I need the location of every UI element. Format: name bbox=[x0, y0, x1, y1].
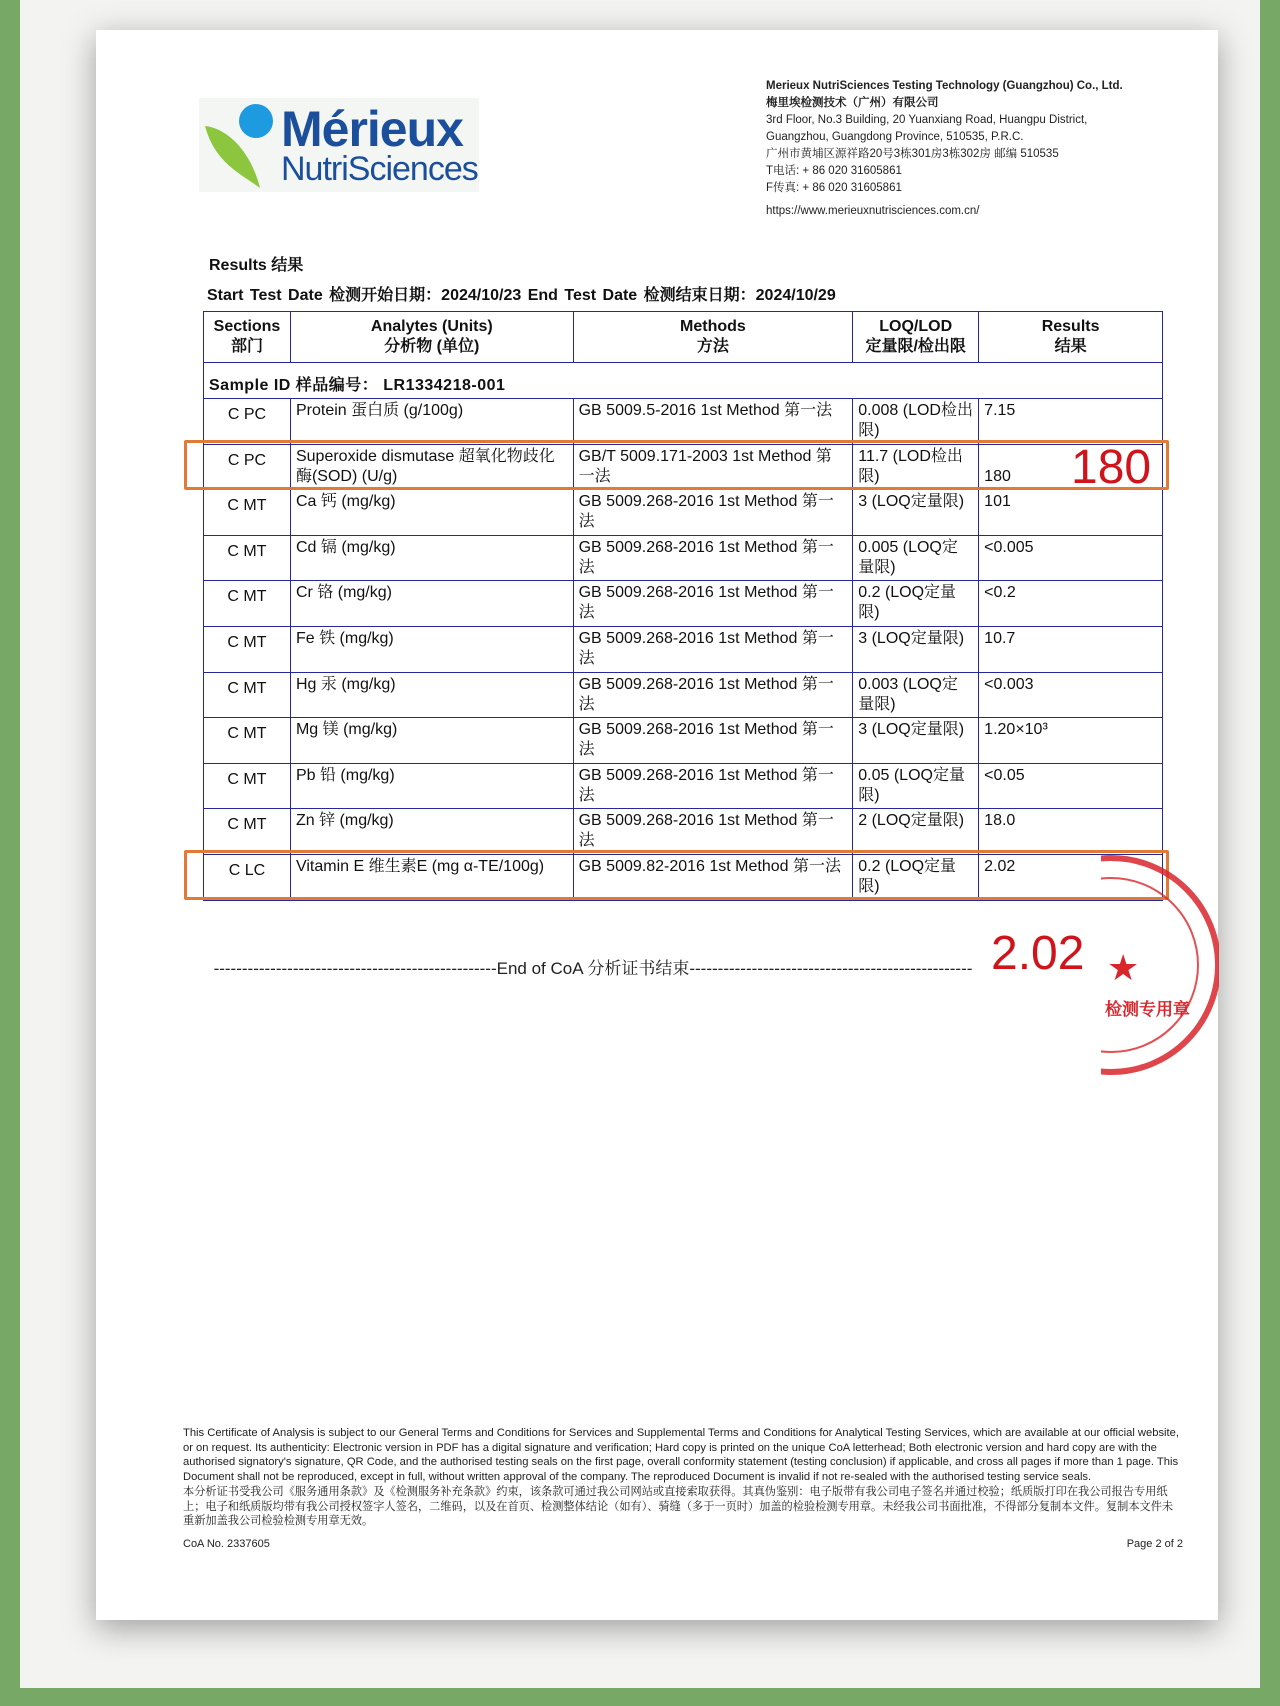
section-cell: C MT bbox=[204, 809, 291, 855]
annotation-2-02: 2.02 bbox=[991, 927, 1085, 980]
test-dates: Start Test Date 检测开始日期：2024/10/23 End Test Date 检测结束日期：2024/10/29 bbox=[207, 287, 836, 304]
method-cell: GB 5009.82-2016 1st Method 第一法 bbox=[573, 854, 853, 900]
annotation-180: 180 bbox=[1071, 441, 1152, 494]
header-en: Analytes (Units) bbox=[370, 318, 493, 335]
method-cell: GB 5009.268-2016 1st Method 第一法 bbox=[573, 809, 853, 855]
table-row bbox=[204, 581, 1163, 627]
result-cell: 18.0 bbox=[979, 809, 1163, 855]
address-cn: 广州市黄埔区源祥路20号3栋301房3栋302房 邮编 510535 bbox=[766, 148, 1059, 160]
tel: T电话: + 86 020 31605861 bbox=[766, 165, 902, 177]
table-row bbox=[204, 399, 1163, 445]
analyte-cell: Cd 镉 (mg/kg) bbox=[290, 535, 573, 581]
analyte-cell: Protein 蛋白质 (g/100g) bbox=[290, 399, 573, 445]
section-cell: C MT bbox=[204, 626, 291, 672]
analyte-cell: Hg 汞 (mg/kg) bbox=[290, 672, 573, 718]
highlight-box-sod bbox=[184, 440, 1169, 494]
loq-lod-cell: 0.003 (LOQ定量限) bbox=[853, 672, 979, 718]
header-cn: 结果 bbox=[1054, 338, 1087, 355]
coa-number: CoA No. 2337605 bbox=[183, 1537, 270, 1550]
section-cell: C MT bbox=[204, 535, 291, 581]
stamp-text: 检测专用章 bbox=[1105, 1000, 1190, 1019]
logo-dot-icon bbox=[239, 104, 273, 138]
company-address bbox=[766, 78, 1186, 220]
loq-lod-cell: 0.2 (LOQ定量限) bbox=[853, 581, 979, 627]
method-cell: GB 5009.268-2016 1st Method 第一法 bbox=[573, 581, 853, 627]
merieux-logo bbox=[199, 98, 479, 192]
method-cell: GB 5009.268-2016 1st Method 第一法 bbox=[573, 718, 853, 764]
terms-en: This Certificate of Analysis is subject to our General Terms and Conditions for Services and Supplemental Terms and Conditions for Analytical Testing Services, which are available at our official website, or on request. Its authenticity: Electronic version in PDF has a digital signature and verification; Hard copy is printed on the unique CoA letterhead; Both electronic version and hard copy are with the authorised signatory's signature, QR Code, and the authorised testing seals on the first page, overall conformity statement (testing conclusion) if applicable, and cross all pages if more than 1 page. This Document shall not be reproduced, except in full, without written approval of the company. The reproduced Document is invalid if not re-sealed with the authorised testing service seals. bbox=[183, 1427, 1179, 1484]
analyte-cell: Vitamin E 维生素E (mg α-TE/100g) bbox=[290, 854, 573, 900]
section-cell: C MT bbox=[204, 763, 291, 809]
header-cn: 方法 bbox=[696, 338, 729, 355]
method-cell: GB 5009.268-2016 1st Method 第一法 bbox=[573, 490, 853, 536]
loq-lod-cell: 3 (LOQ定量限) bbox=[853, 626, 979, 672]
result-cell: <0.005 bbox=[979, 535, 1163, 581]
column-header bbox=[853, 312, 979, 363]
company-name-cn: 梅里埃检测技术（广州）有限公司 bbox=[766, 97, 939, 109]
table-row bbox=[204, 718, 1163, 764]
loq-lod-cell: 0.008 (LOD检出限) bbox=[853, 399, 979, 445]
result-cell: <0.003 bbox=[979, 672, 1163, 718]
result-cell: 1.20×10³ bbox=[979, 718, 1163, 764]
loq-lod-cell: 0.05 (LOQ定量限) bbox=[853, 763, 979, 809]
analyte-cell: Mg 镁 (mg/kg) bbox=[290, 718, 573, 764]
header-en: Methods bbox=[680, 318, 746, 335]
section-cell: C LC bbox=[204, 854, 291, 900]
end-text: End of CoA 分析证书结束 bbox=[496, 959, 690, 978]
terms-cn: 本分析证书受我公司《服务通用条款》及《检测服务补充条款》约束，该条款可通过我公司网站或直接索取获得。其真伪鉴别：电子版带有我公司电子签名并通过校验；纸质版打印在我公司报告专用纸上；电子和纸质版均带有我公司授权签字人签名，二维码，以及在首页、检测整体结论（如有）、骑缝（多于一页时）加盖的检验检测专用章。未经我公司书面批准，不得部分复制本文件。复制本文件未重新加盖我公司检验检测专用章无效。 bbox=[183, 1485, 1174, 1528]
logo-text-2: NutriSciences bbox=[281, 150, 478, 188]
analyte-cell: Pb 铅 (mg/kg) bbox=[290, 763, 573, 809]
result-cell: 7.15 bbox=[979, 399, 1163, 445]
page-number: Page 2 of 2 bbox=[1126, 1537, 1183, 1550]
logo-text-1: Mérieux bbox=[281, 101, 463, 157]
loq-lod-cell: 0.005 (LOQ定量限) bbox=[853, 535, 979, 581]
table-row bbox=[204, 490, 1163, 536]
loq-lod-cell: 3 (LOQ定量限) bbox=[853, 490, 979, 536]
loq-lod-cell: 11.7 (LOD检出限) bbox=[853, 444, 979, 490]
end-of-coa: --------------------------------------------------End of CoA 分析证书结束-------------------------------------------------- bbox=[213, 959, 973, 978]
company-name-en: Merieux NutriSciences Testing Technology (Guangzhou) Co., Ltd. bbox=[766, 80, 1123, 92]
table-row bbox=[204, 763, 1163, 809]
results-title: Results 结果 bbox=[209, 257, 304, 274]
header-en: Sections bbox=[213, 318, 281, 335]
header-en: LOQ/LOD bbox=[879, 318, 953, 335]
header-en: Results bbox=[1041, 318, 1100, 335]
method-cell: GB/T 5009.171-2003 1st Method 第一法 bbox=[573, 444, 853, 490]
analyte-cell: Ca 钙 (mg/kg) bbox=[290, 490, 573, 536]
column-header bbox=[290, 312, 573, 363]
analyte-cell: Zn 锌 (mg/kg) bbox=[290, 809, 573, 855]
section-cell: C MT bbox=[204, 581, 291, 627]
loq-lod-cell: 3 (LOQ定量限) bbox=[853, 718, 979, 764]
method-cell: GB 5009.268-2016 1st Method 第一法 bbox=[573, 763, 853, 809]
result-cell: <0.05 bbox=[979, 763, 1163, 809]
results-table bbox=[203, 311, 1163, 901]
website-link[interactable]: https://www.merieuxnutrisciences.com.cn/ bbox=[766, 205, 980, 217]
result-cell: 10.7 bbox=[979, 626, 1163, 672]
column-header bbox=[979, 312, 1163, 363]
coa-page bbox=[96, 30, 1218, 1620]
result-cell: <0.2 bbox=[979, 581, 1163, 627]
method-cell: GB 5009.268-2016 1st Method 第一法 bbox=[573, 672, 853, 718]
column-header bbox=[573, 312, 853, 363]
table-row bbox=[204, 672, 1163, 718]
company-seal-stamp bbox=[1101, 855, 1219, 1075]
star-icon: ★ bbox=[1107, 947, 1140, 988]
fax: F传真: + 86 020 31605861 bbox=[766, 182, 902, 194]
highlight-box-vitamin-e bbox=[184, 850, 1169, 900]
section-cell: C MT bbox=[204, 718, 291, 764]
loq-lod-cell: 2 (LOQ定量限) bbox=[853, 809, 979, 855]
table-row bbox=[204, 809, 1163, 855]
section-cell: C MT bbox=[204, 490, 291, 536]
footer-terms bbox=[183, 1426, 1183, 1552]
section-cell: C PC bbox=[204, 399, 291, 445]
method-cell: GB 5009.268-2016 1st Method 第一法 bbox=[573, 626, 853, 672]
address-en-2: Guangzhou, Guangdong Province, 510535, P.R.C. bbox=[766, 131, 1024, 143]
result-cell: 2.02 bbox=[979, 854, 1163, 900]
header-cn: 定量限/检出限 bbox=[865, 338, 966, 355]
loq-lod-cell: 0.2 (LOQ定量限) bbox=[853, 854, 979, 900]
result-cell: 180 bbox=[979, 444, 1163, 490]
result-cell: 101 bbox=[979, 490, 1163, 536]
table-row bbox=[204, 535, 1163, 581]
analyte-cell: Cr 铬 (mg/kg) bbox=[290, 581, 573, 627]
column-header bbox=[204, 312, 291, 363]
section-cell: C MT bbox=[204, 672, 291, 718]
address-en-1: 3rd Floor, No.3 Building, 20 Yuanxiang Road, Huangpu District, bbox=[766, 114, 1088, 126]
analyte-cell: Superoxide dismutase 超氧化物歧化酶(SOD) (U/g) bbox=[290, 444, 573, 490]
header-cn: 部门 bbox=[230, 338, 263, 355]
sample-id: Sample ID 样品编号： LR1334218-001 bbox=[204, 363, 1163, 399]
footer-row bbox=[183, 1537, 1183, 1552]
section-cell: C PC bbox=[204, 444, 291, 490]
header-cn: 分析物 (单位) bbox=[384, 338, 480, 355]
method-cell: GB 5009.5-2016 1st Method 第一法 bbox=[573, 399, 853, 445]
analyte-cell: Fe 铁 (mg/kg) bbox=[290, 626, 573, 672]
method-cell: GB 5009.268-2016 1st Method 第一法 bbox=[573, 535, 853, 581]
table-row bbox=[204, 626, 1163, 672]
